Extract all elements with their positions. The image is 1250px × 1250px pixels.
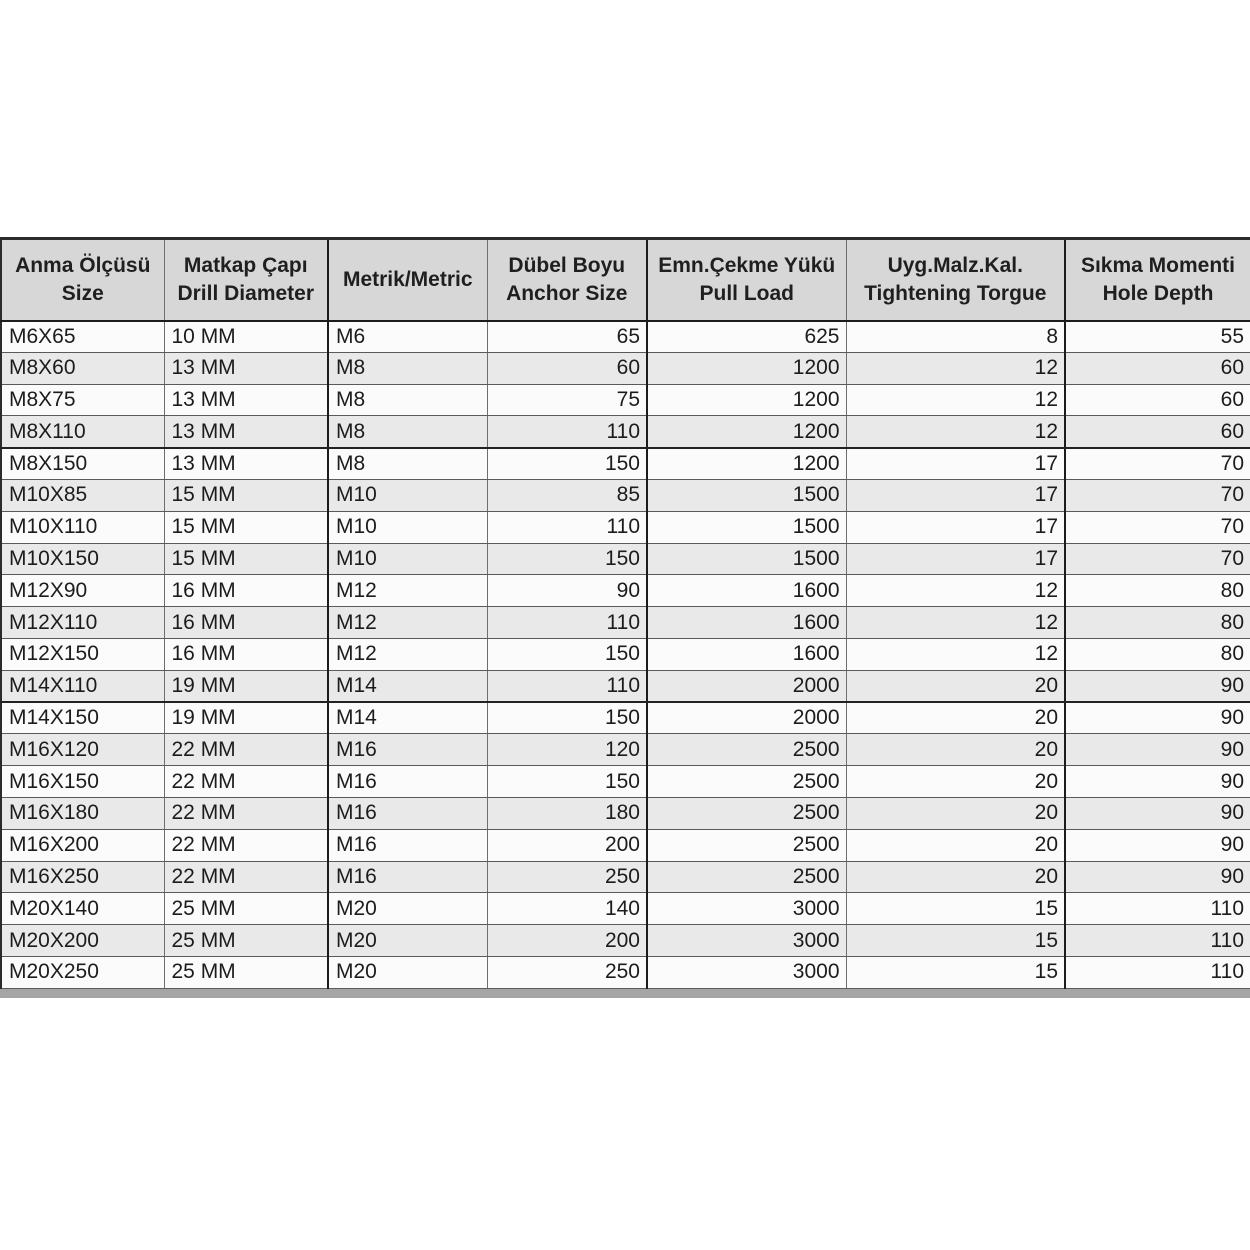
cell-r16-c1: 22 MM: [164, 829, 328, 861]
cell-r20-c6: 110: [1065, 956, 1250, 988]
cell-r19-c6: 110: [1065, 925, 1250, 957]
cell-r10-c5: 12: [846, 638, 1065, 670]
cell-r3-c4: 1200: [647, 416, 846, 448]
cell-r14-c1: 22 MM: [164, 766, 328, 798]
cell-r7-c0: M10X150: [1, 543, 164, 575]
table-row: [1, 797, 1250, 829]
table-row: [1, 479, 1250, 511]
cell-r11-c2: M14: [328, 670, 487, 702]
cell-r15-c0: M16X180: [1, 797, 164, 829]
cell-r5-c4: 1500: [647, 479, 846, 511]
cell-r8-c0: M12X90: [1, 575, 164, 607]
cell-r9-c0: M12X110: [1, 607, 164, 639]
cell-r18-c0: M20X140: [1, 893, 164, 925]
cell-r5-c2: M10: [328, 479, 487, 511]
header-label-tr: Sıkma Momenti: [1080, 254, 1236, 278]
cell-r3-c2: M8: [328, 416, 487, 448]
cell-r0-c1: 10 MM: [164, 321, 328, 353]
cell-r17-c2: M16: [328, 861, 487, 893]
cell-r8-c5: 12: [846, 575, 1065, 607]
cell-r4-c2: M8: [328, 448, 487, 480]
cell-r3-c6: 60: [1065, 416, 1250, 448]
cell-r4-c4: 1200: [647, 448, 846, 480]
table-row: [1, 670, 1250, 702]
cell-r16-c5: 20: [846, 829, 1065, 861]
table-row: [1, 416, 1250, 448]
cell-r15-c4: 2500: [647, 797, 846, 829]
cell-r19-c1: 25 MM: [164, 925, 328, 957]
header-label-tr: Dübel Boyu: [508, 254, 626, 278]
header-label-en: Tightening Torgue: [864, 281, 1047, 305]
cell-r11-c4: 2000: [647, 670, 846, 702]
cell-r3-c3: 110: [487, 416, 647, 448]
cell-r13-c0: M16X120: [1, 734, 164, 766]
cell-r6-c3: 110: [487, 511, 647, 543]
table-row: [1, 893, 1250, 925]
cell-r12-c2: M14: [328, 702, 487, 734]
cell-r15-c6: 90: [1065, 797, 1250, 829]
cell-r6-c0: M10X110: [1, 511, 164, 543]
cell-r10-c2: M12: [328, 638, 487, 670]
table-row: [1, 766, 1250, 798]
cell-r19-c5: 15: [846, 925, 1065, 957]
cell-r18-c4: 3000: [647, 893, 846, 925]
cell-r7-c6: 70: [1065, 543, 1250, 575]
anchor-spec-table: [0, 237, 1250, 989]
cell-r9-c2: M12: [328, 607, 487, 639]
cell-r6-c2: M10: [328, 511, 487, 543]
anchor-spec-table-wrap: [0, 237, 1250, 998]
cell-r18-c6: 110: [1065, 893, 1250, 925]
cell-r13-c4: 2500: [647, 734, 846, 766]
table-row: [1, 734, 1250, 766]
cell-r1-c2: M8: [328, 352, 487, 384]
cell-r11-c5: 20: [846, 670, 1065, 702]
cell-r13-c5: 20: [846, 734, 1065, 766]
cell-r6-c1: 15 MM: [164, 511, 328, 543]
cell-r12-c4: 2000: [647, 702, 846, 734]
cell-r16-c3: 200: [487, 829, 647, 861]
cell-r5-c6: 70: [1065, 479, 1250, 511]
cell-r12-c5: 20: [846, 702, 1065, 734]
cell-r11-c3: 110: [487, 670, 647, 702]
column-header-4: [647, 239, 846, 321]
cell-r0-c2: M6: [328, 321, 487, 353]
cell-r9-c5: 12: [846, 607, 1065, 639]
table-row: [1, 925, 1250, 957]
cell-r15-c5: 20: [846, 797, 1065, 829]
column-header-0: [1, 239, 164, 321]
header-label-tr: Emn.Çekme Yükü: [658, 254, 836, 278]
cell-r2-c0: M8X75: [1, 384, 164, 416]
cell-r13-c6: 90: [1065, 734, 1250, 766]
cell-r6-c6: 70: [1065, 511, 1250, 543]
cell-r2-c5: 12: [846, 384, 1065, 416]
cell-r6-c5: 17: [846, 511, 1065, 543]
table-row: [1, 352, 1250, 384]
cell-r16-c0: M16X200: [1, 829, 164, 861]
cell-r0-c0: M6X65: [1, 321, 164, 353]
cell-r10-c4: 1600: [647, 638, 846, 670]
column-header-2: [328, 239, 487, 321]
cell-r9-c1: 16 MM: [164, 607, 328, 639]
cell-r7-c1: 15 MM: [164, 543, 328, 575]
cell-r1-c3: 60: [487, 352, 647, 384]
cell-r1-c6: 60: [1065, 352, 1250, 384]
table-row: [1, 575, 1250, 607]
cell-r17-c4: 2500: [647, 861, 846, 893]
cell-r2-c2: M8: [328, 384, 487, 416]
cell-r20-c4: 3000: [647, 956, 846, 988]
cell-r0-c5: 8: [846, 321, 1065, 353]
cell-r20-c3: 250: [487, 956, 647, 988]
column-header-3: [487, 239, 647, 321]
cell-r11-c0: M14X110: [1, 670, 164, 702]
cell-r20-c5: 15: [846, 956, 1065, 988]
cell-r1-c5: 12: [846, 352, 1065, 384]
table-bottom-shadow: [0, 989, 1250, 998]
cell-r4-c0: M8X150: [1, 448, 164, 480]
cell-r10-c3: 150: [487, 638, 647, 670]
cell-r5-c0: M10X85: [1, 479, 164, 511]
cell-r3-c0: M8X110: [1, 416, 164, 448]
cell-r5-c3: 85: [487, 479, 647, 511]
cell-r1-c1: 13 MM: [164, 352, 328, 384]
cell-r0-c3: 65: [487, 321, 647, 353]
cell-r16-c2: M16: [328, 829, 487, 861]
cell-r12-c0: M14X150: [1, 702, 164, 734]
cell-r19-c0: M20X200: [1, 925, 164, 957]
cell-r0-c6: 55: [1065, 321, 1250, 353]
table-header: [1, 239, 1250, 321]
cell-r9-c3: 110: [487, 607, 647, 639]
cell-r14-c6: 90: [1065, 766, 1250, 798]
table-row: [1, 543, 1250, 575]
column-header-6: [1065, 239, 1250, 321]
cell-r18-c1: 25 MM: [164, 893, 328, 925]
cell-r15-c1: 22 MM: [164, 797, 328, 829]
table-body: [1, 321, 1250, 989]
cell-r20-c1: 25 MM: [164, 956, 328, 988]
cell-r20-c2: M20: [328, 956, 487, 988]
cell-r14-c3: 150: [487, 766, 647, 798]
cell-r19-c3: 200: [487, 925, 647, 957]
cell-r7-c5: 17: [846, 543, 1065, 575]
cell-r16-c6: 90: [1065, 829, 1250, 861]
header-label-tr: Anma Ölçüsü: [15, 254, 151, 278]
table-row: [1, 511, 1250, 543]
cell-r2-c4: 1200: [647, 384, 846, 416]
header-label-en: Anchor Size: [506, 281, 628, 305]
header-label-en: Hole Depth: [1102, 281, 1214, 305]
cell-r6-c4: 1500: [647, 511, 846, 543]
table-row: [1, 829, 1250, 861]
cell-r12-c6: 90: [1065, 702, 1250, 734]
cell-r19-c4: 3000: [647, 925, 846, 957]
cell-r14-c0: M16X150: [1, 766, 164, 798]
cell-r0-c4: 625: [647, 321, 846, 353]
cell-r2-c6: 60: [1065, 384, 1250, 416]
cell-r7-c3: 150: [487, 543, 647, 575]
cell-r15-c2: M16: [328, 797, 487, 829]
cell-r5-c1: 15 MM: [164, 479, 328, 511]
cell-r1-c4: 1200: [647, 352, 846, 384]
cell-r2-c1: 13 MM: [164, 384, 328, 416]
cell-r13-c1: 22 MM: [164, 734, 328, 766]
cell-r10-c0: M12X150: [1, 638, 164, 670]
cell-r11-c1: 19 MM: [164, 670, 328, 702]
cell-r18-c3: 140: [487, 893, 647, 925]
header-label-tr: Metrik/Metric: [342, 267, 473, 291]
cell-r10-c6: 80: [1065, 638, 1250, 670]
cell-r8-c2: M12: [328, 575, 487, 607]
cell-r17-c3: 250: [487, 861, 647, 893]
column-header-1: [164, 239, 328, 321]
table-row: [1, 321, 1250, 353]
cell-r17-c0: M16X250: [1, 861, 164, 893]
cell-r18-c2: M20: [328, 893, 487, 925]
cell-r5-c5: 17: [846, 479, 1065, 511]
table-row: [1, 384, 1250, 416]
cell-r7-c2: M10: [328, 543, 487, 575]
table-row: [1, 956, 1250, 988]
header-label-en: Size: [61, 281, 104, 305]
cell-r11-c6: 90: [1065, 670, 1250, 702]
table-row: [1, 448, 1250, 480]
cell-r4-c3: 150: [487, 448, 647, 480]
cell-r4-c6: 70: [1065, 448, 1250, 480]
cell-r1-c0: M8X60: [1, 352, 164, 384]
table-row: [1, 638, 1250, 670]
cell-r14-c2: M16: [328, 766, 487, 798]
cell-r13-c3: 120: [487, 734, 647, 766]
cell-r18-c5: 15: [846, 893, 1065, 925]
header-label-tr: Matkap Çapı: [183, 254, 308, 278]
table-row: [1, 607, 1250, 639]
cell-r10-c1: 16 MM: [164, 638, 328, 670]
cell-r15-c3: 180: [487, 797, 647, 829]
cell-r8-c3: 90: [487, 575, 647, 607]
cell-r17-c1: 22 MM: [164, 861, 328, 893]
header-label-en: Pull Load: [699, 281, 794, 305]
header-label-en: Drill Diameter: [177, 281, 315, 305]
cell-r20-c0: M20X250: [1, 956, 164, 988]
cell-r4-c5: 17: [846, 448, 1065, 480]
cell-r2-c3: 75: [487, 384, 647, 416]
cell-r7-c4: 1500: [647, 543, 846, 575]
cell-r8-c4: 1600: [647, 575, 846, 607]
cell-r3-c5: 12: [846, 416, 1065, 448]
cell-r19-c2: M20: [328, 925, 487, 957]
header-label-tr: Uyg.Malz.Kal.: [887, 254, 1023, 278]
cell-r17-c6: 90: [1065, 861, 1250, 893]
column-header-5: [846, 239, 1065, 321]
table-row: [1, 702, 1250, 734]
cell-r12-c3: 150: [487, 702, 647, 734]
cell-r14-c5: 20: [846, 766, 1065, 798]
cell-r3-c1: 13 MM: [164, 416, 328, 448]
cell-r8-c1: 16 MM: [164, 575, 328, 607]
cell-r9-c4: 1600: [647, 607, 846, 639]
cell-r12-c1: 19 MM: [164, 702, 328, 734]
cell-r13-c2: M16: [328, 734, 487, 766]
cell-r14-c4: 2500: [647, 766, 846, 798]
table-row: [1, 861, 1250, 893]
cell-r4-c1: 13 MM: [164, 448, 328, 480]
cell-r16-c4: 2500: [647, 829, 846, 861]
cell-r9-c6: 80: [1065, 607, 1250, 639]
cell-r17-c5: 20: [846, 861, 1065, 893]
header-row: [1, 239, 1250, 321]
cell-r8-c6: 80: [1065, 575, 1250, 607]
